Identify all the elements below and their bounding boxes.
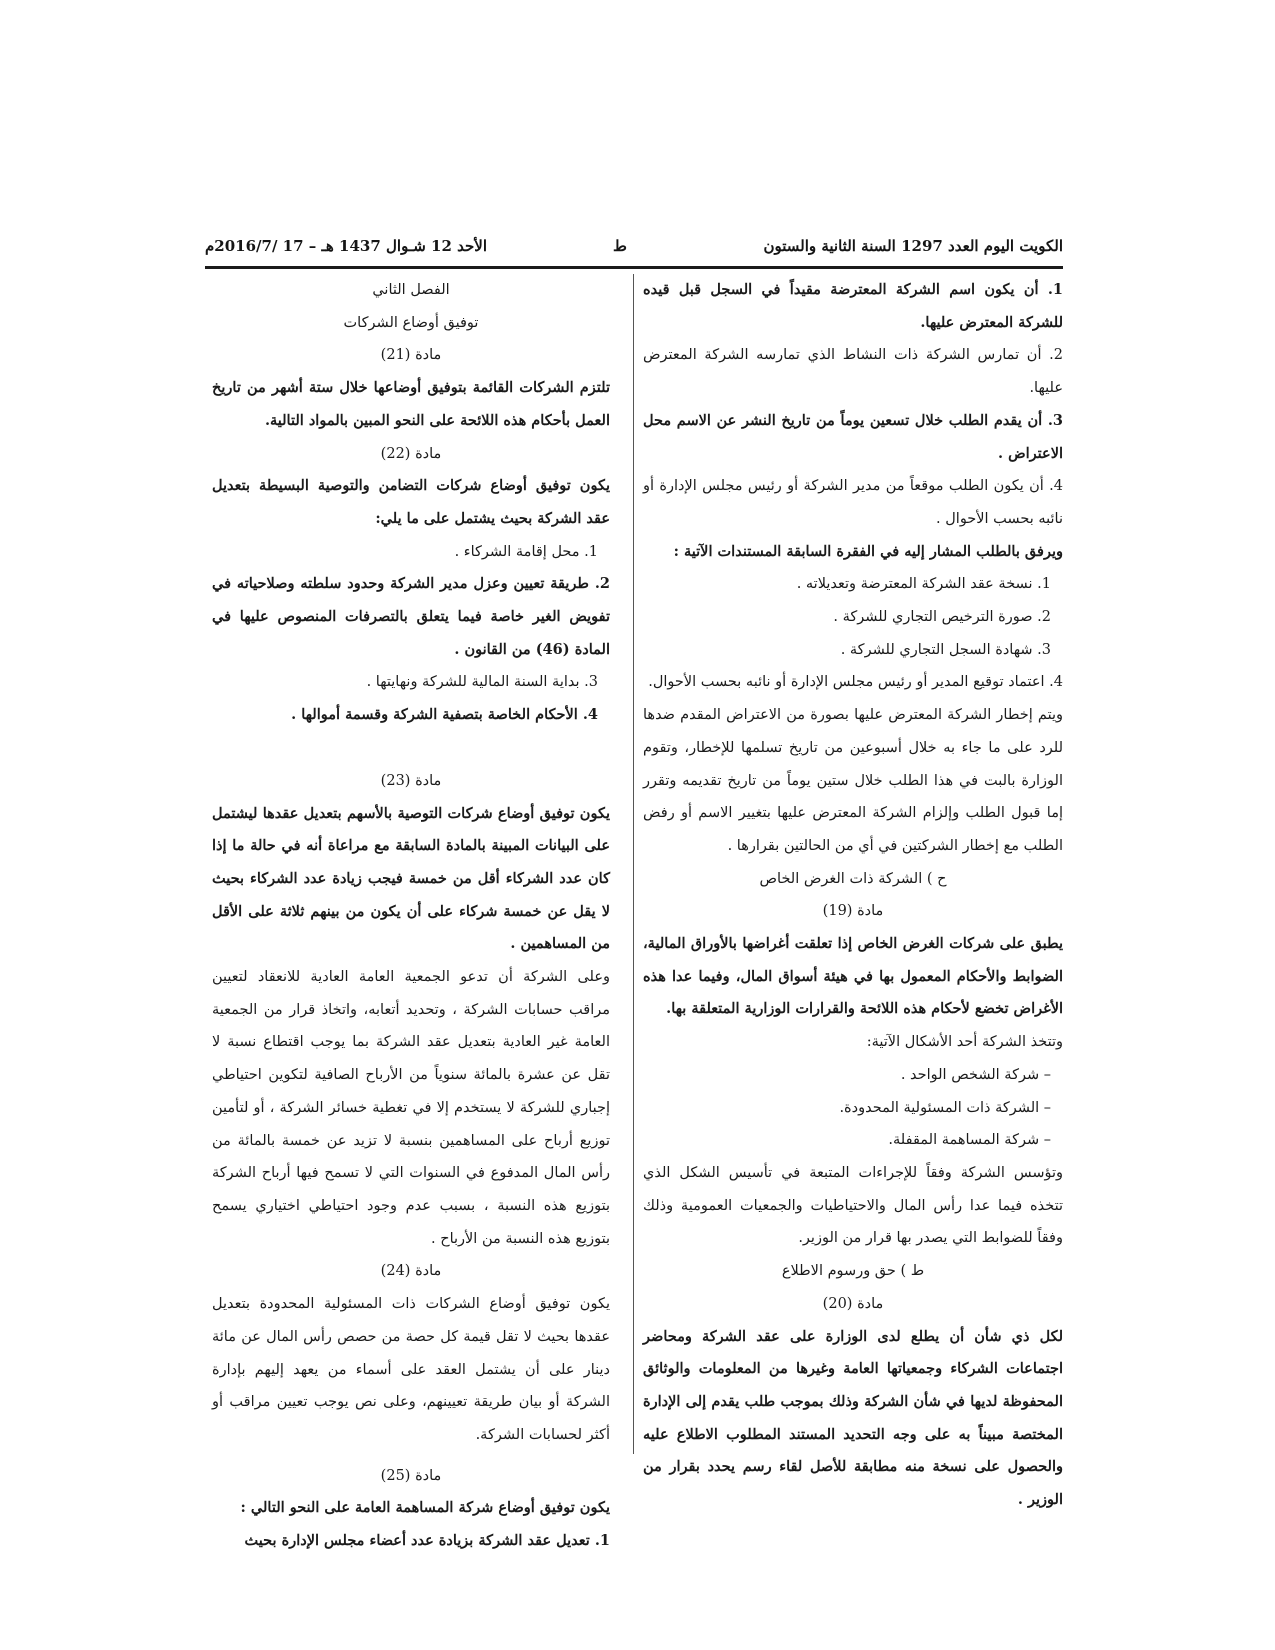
left-column [212,274,610,1558]
article-22-item-4: 4. الأحكام الخاصة بتصفية الشركة وقسمة أموالها . [291,706,598,724]
article-24-heading: مادة (24) [380,1263,442,1280]
article-22-heading: مادة (22) [380,445,442,462]
article-23-second-paragraph: وعلى الشركة أن تدعو الجمعية العامة العادية للانعقاد لتعيين مراقب حسابات الشركة ، وتحديد أتعابه، واتخاذ قرار من الجمعية العامة غير العادية بتعديل عقد الشركة بما يوجب اقتطاع نسبة لا تقل عن عشرة بالمائة سنوياً من الأرباح الصافية لتكوين احتياطي إجباري للشركة لا يستخدم إلا في تغطية خسائر الشركة ، أو لتأمين توزيع أرباح على المساهمين بنسبة لا تزيد عن خمسة بالمائة من رأس المال المدفوع في السنوات التي لا تسمح فيها أرباح الشركة بتوزيع هذه النسبة ، بسبب عدم وجود احتياطي اختياري يسمح بتوزيع هذه النسبة من الأرباح . [212,969,610,1247]
chapter-two-heading: الفصل الثاني [372,282,450,298]
header-page-letter: ط [613,237,627,255]
header-date: الأحد 12 شـوال 1437 هـ – 17 /2016/7م [205,237,487,255]
header-gazette-issue: الكويت اليوم العدد 1297 السنة الثانية والستون [763,237,1063,255]
page-header [205,233,1063,263]
form-single-person: – شركة الشخص الواحد . [900,1066,1051,1083]
right-column [643,274,1063,1517]
attachments-intro: ويرفق بالطلب المشار إليه في الفقرة السابقة المستندات الآتية : [673,542,1063,560]
attachment-4: 4. اعتماد توقيع المدير أو رئيس مجلس الإدارة أو نائبه بحسب الأحوال. [648,674,1063,691]
article-22-item-3: 3. بداية السنة المالية للشركة ونهايتها . [366,674,598,691]
condition-1: 1. أن يكون اسم الشركة المعترضة مقيداً في السجل قبل قيده للشركة المعترض عليها. [643,281,1063,331]
attachment-1: 1. نسخة عقد الشركة المعترضة وتعديلاته . [796,576,1051,593]
article-21-text: تلتزم الشركات القائمة بتوفيق أوضاعها خلال ستة أشهر من تاريخ العمل بأحكام هذه اللائحة على النحو المبين بالمواد التالية. [212,379,610,429]
form-closed-shareholding: – شركة المساهمة المقفلة. [888,1132,1051,1149]
section-heading-special-purpose: ح ) الشركة ذات الغرض الخاص [759,870,947,887]
column-divider [633,274,634,1454]
article-24-text: يكون توفيق أوضاع الشركات ذات المسئولية المحدودة بتعديل عقدها بحيث لا تقل قيمة كل حصة من حصص رأس المال عن مائة دينار على أن يشتمل العقد على أسماء من يعهد إليهم بإدارة الشركة أو بيان طريقة تعيينهم، وعلى نص يوجب تعيين مراقب أو أكثر لحسابات الشركة. [212,1296,610,1443]
attachment-3: 3. شهادة السجل التجاري للشركة . [840,641,1051,658]
header-rule [205,266,1063,269]
attachment-2: 2. صورة الترخيص التجاري للشركة . [833,609,1051,626]
article-19-heading: مادة (19) [822,903,884,920]
forms-intro: وتتخذ الشركة أحد الأشكال الآتية: [866,1034,1063,1051]
article-20-text: لكل ذي شأن أن يطلع لدى الوزارة على عقد الشركة ومحاضر اجتماعات الشركاء وجمعياتها العامة وغيرها من المعلومات والوثائق المحفوظة لديها في شأن الشركة وذلك بموجب طلب يقدم إلى الإدارة المختصة مبيناً به على وجه التحديد المستند المطلوب الاطلاع عليه والحصول على نسخة منه مطابقة للأصل لقاء رسم يحدد بقرار من الوزير . [643,1327,1063,1509]
condition-3: 3. أن يقدم الطلب خلال تسعين يوماً من تاريخ النشر عن الاسم محل الاعتراض . [643,411,1063,462]
establishment-paragraph: وتؤسس الشركة وفقاً للإجراءات المتبعة في تأسيس الشكل الذي تتخذه فيما عدا رأس المال والاحتياطيات والجمعيات العمومية وذلك وفقاً للضوابط التي يصدر بها قرار من الوزير. [643,1164,1063,1247]
article-20-heading: مادة (20) [822,1295,884,1312]
article-22-text: يكون توفيق أوضاع شركات التضامن والتوصية البسيطة بتعديل عقد الشركة بحيث يشتمل على ما يلي: [212,477,610,527]
objection-notice-paragraph: ويتم إخطار الشركة المعترض عليها بصورة من الاعتراض المقدم ضدها للرد على ما جاء به خلال أسبوعين من تاريخ تسلمها للإخطار، وتقوم الوزارة بالبت في هذا الطلب خلال ستين يوماً من تاريخ تقديمه وتقرر إما قبول الطلب وإلزام الشركة المعترض عليها بتغيير الاسم أو رفض الطلب مع إخطار الشركتين في أي من الحالتين بقرارها . [643,707,1063,854]
article-22-item-1: 1. محل إقامة الشركاء . [454,543,598,560]
article-25-item-1: 1. تعديل عقد الشركة بزيادة عدد أعضاء مجلس الإدارة بحيث [244,1532,610,1550]
article-21-heading: مادة (21) [380,347,442,364]
spacer [212,732,610,765]
form-limited-liability: – الشركة ذات المسئولية المحدودة. [839,1099,1051,1116]
article-25-heading: مادة (25) [380,1467,442,1484]
spacer [212,1452,610,1460]
section-heading-inspection: ط ) حق ورسوم الاطلاع [781,1263,925,1280]
condition-2: 2. أن تمارس الشركة ذات النشاط الذي تمارسه الشركة المعترض عليها. [643,347,1063,397]
article-22-item-2: 2. طريقة تعيين وعزل مدير الشركة وحدود سلطته وصلاحياته في تفويض الغير خاصة فيما يتعلق بالتصرفات المنصوص عليها في المادة (46) من القانون . [212,575,610,658]
article-23-text: يكون توفيق أوضاع شركات التوصية بالأسهم بتعديل عقدها ليشتمل على البيانات المبينة بالمادة السابقة مع مراعاة أنه في حالة ما إذا كان عدد الشركاء أقل من خمسة فيجب زيادة عدد الشركاء بحيث لا يقل عن خمسة شركاء على أن يكون من بينهم ثلاثة على الأقل من المساهمين . [212,804,610,953]
chapter-title: توفيق أوضاع الشركات [343,314,479,331]
article-25-text: يكون توفيق أوضاع شركة المساهمة العامة على النحو التالي : [240,1499,610,1517]
article-23-heading: مادة (23) [380,772,442,789]
condition-4: 4. أن يكون الطلب موقعاً من مدير الشركة أو رئيس مجلس الإدارة أو نائبه بحسب الأحوال . [643,478,1063,527]
article-19-text: يطبق على شركات الغرض الخاص إذا تعلقت أغراضها بالأوراق المالية، الضوابط والأحكام المعمول بها في هيئة أسواق المال، وفيما عدا هذه الأغراض تخضع لأحكام هذه اللائحة والقرارات الوزارية المتعلقة بها. [643,935,1063,1018]
